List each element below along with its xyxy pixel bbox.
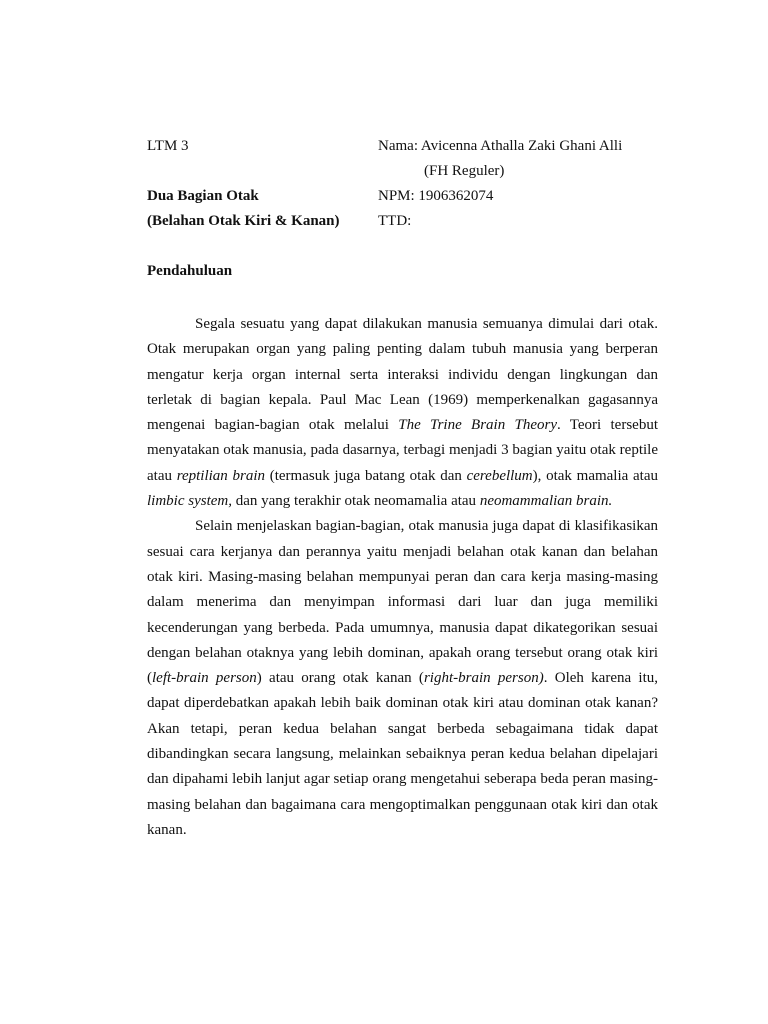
student-npm: NPM: 1906362074 (378, 188, 494, 204)
paragraph (147, 312, 658, 514)
italic-term: neomammalian brain. (479, 493, 613, 510)
text-run: . Teori tersebut menyatakan otak manusia, pada dasarnya, terbagi menjadi 3 bagian yaitu otak reptile atau (147, 417, 658, 484)
student-name: Nama: Avicenna Athalla Zaki Ghani Alli (378, 138, 623, 154)
text-run: ) atau orang otak kanan ( (256, 670, 424, 687)
student-program: (FH Reguler) (424, 163, 505, 179)
italic-term: cerebellum (466, 467, 533, 484)
text-run: (termasuk juga batang otak dan (265, 467, 467, 484)
text-run: Segala sesuatu yang dapat dilakukan manusia semuanya dimulai dari otak. Otak merupakan organ yang paling penting dalam tubuh manusia yang berperan mengatur kerja organ internal serta interaksi individu dengan lingkungan dan terletak di bagian kepala. Paul Mac Lean (1969) memperkenalkan gagasannya mengenai bagian-bagian otak melalui (147, 316, 658, 434)
assignment-subtitle: (Belahan Otak Kiri & Kanan) (147, 213, 340, 229)
signature-label: TTD: (378, 213, 412, 229)
paragraph (147, 514, 658, 843)
italic-term: left-brain person (152, 670, 257, 687)
section-heading: Pendahuluan (147, 263, 233, 279)
text-run: . Oleh karena itu, dapat diperdebatkan apakah lebih baik dominan otak kiri atau dominan otak kanan? Akan tetapi, peran kedua belahan sangat berbeda sebagaimana tidak dapat dibandingkan secara langsung, melainkan sebaiknya peran kedua belahan dipelajari dan dipahami lebih lanjut agar setiap orang mengetahui seberapa beda peran masing-masing belahan dan bagaimana cara mengoptimalkan penggunaan otak kiri dan otak kanan. (147, 670, 659, 838)
italic-term: limbic system, (147, 493, 232, 510)
assignment-title: Dua Bagian Otak (147, 188, 259, 204)
italic-term: reptilian brain (176, 467, 266, 484)
text-run: dan yang terakhir otak neomamalia atau (231, 493, 480, 510)
text-run: ), otak mamalia atau (532, 467, 658, 484)
italic-term: The Trine Brain Theory (398, 417, 557, 434)
italic-term: right-brain person) (423, 670, 544, 687)
course-label: LTM 3 (147, 138, 189, 154)
body-text (147, 312, 658, 843)
text-run: Selain menjelaskan bagian-bagian, otak manusia juga dapat di klasifikasikan sesuai cara kerjanya dan perannya yaitu menjadi belahan otak kanan dan belahan otak kiri. Masing-masing belahan mempunyai peran dan cara kerja masing-masing dalam menerima dan menyimpan informasi dari luar dan juga memiliki kecenderungan yang berbeda. Pada umumnya, manusia dapat dikategorikan sesuai dengan belahan otaknya yang lebih dominan, apakah orang tersebut orang otak kiri ( (147, 518, 658, 687)
